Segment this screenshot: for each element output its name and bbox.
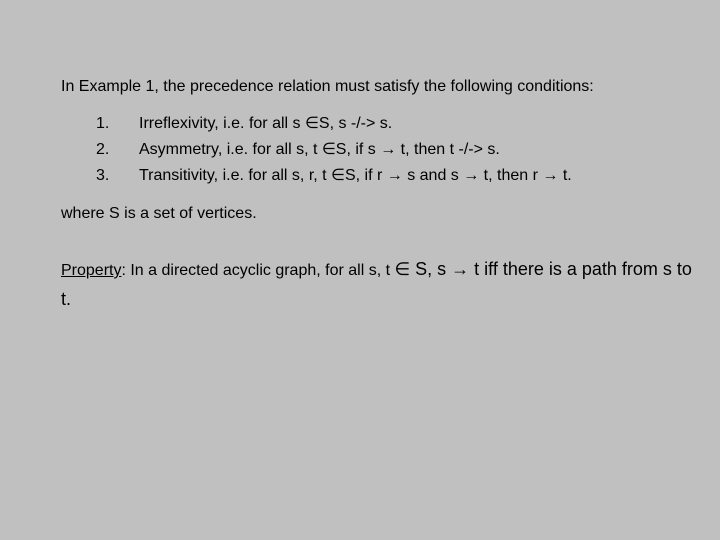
property-label: Property — [61, 262, 122, 279]
condition-number: 1. — [96, 115, 110, 132]
property-text-large: ∈ S, s → t iff there is a path from s to t. — [61, 259, 692, 309]
footnote-text: where S is a set of vertices. — [61, 205, 257, 222]
property-paragraph — [61, 255, 701, 315]
conditions-list — [96, 113, 572, 191]
condition-number: 2. — [96, 141, 110, 158]
intro-text: In Example 1, the precedence relation must satisfy the following conditions: — [61, 78, 594, 95]
condition-item — [96, 165, 572, 191]
condition-text: Asymmetry, i.e. for all s, t ∈S, if s → t, then t -/-> s. — [139, 141, 500, 158]
condition-text: Irreflexivity, i.e. for all s ∈S, s -/-> s. — [139, 115, 393, 132]
condition-text: Transitivity, i.e. for all s, r, t ∈S, if r → s and s → t, then r → t. — [139, 167, 572, 184]
condition-number: 3. — [96, 167, 110, 184]
property-separator: : — [121, 262, 131, 279]
property-text-small: In a directed acyclic graph, for all s, t — [130, 262, 395, 279]
condition-item — [96, 139, 572, 165]
condition-item — [96, 113, 572, 139]
